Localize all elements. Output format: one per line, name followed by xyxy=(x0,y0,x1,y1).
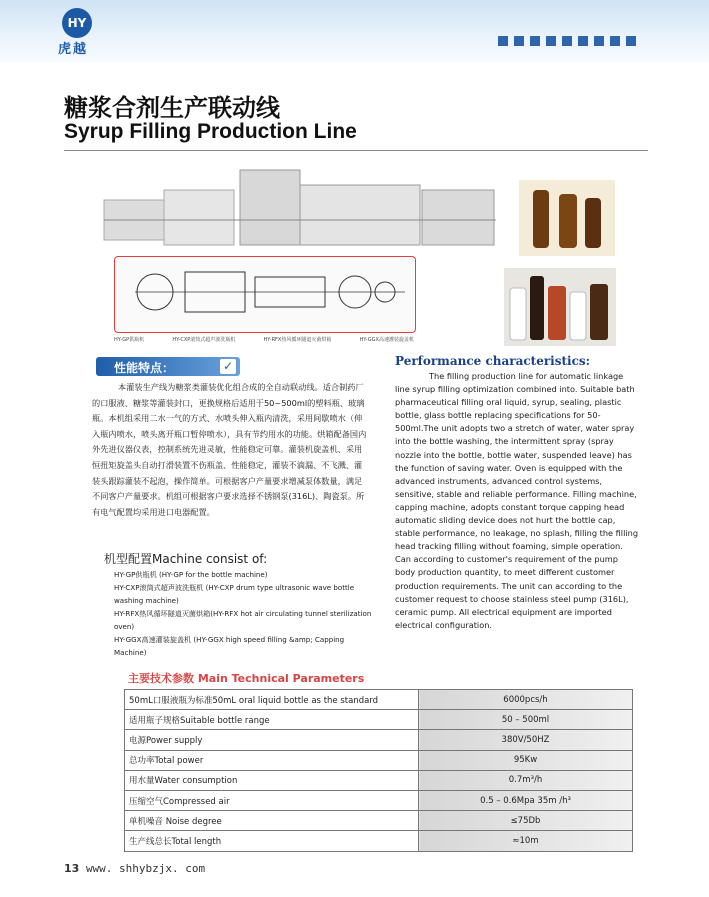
check-icon: ✓ xyxy=(220,359,236,374)
param-value: ≤75Db xyxy=(419,811,633,831)
decorative-square xyxy=(578,36,588,46)
param-value: 380V/50HZ xyxy=(419,730,633,750)
features-label: 性能特点： xyxy=(114,361,175,375)
machine-item: HY-RFX热风循环隧道灭菌烘箱(HY-RFX hot air circulating tunnel sterilization oven) xyxy=(114,609,372,631)
plastic-bottles-photo xyxy=(504,268,616,346)
diagram-label: HY-CXP滚筒式超声波洗瓶机 xyxy=(172,337,236,343)
logo-text: 虎越 xyxy=(58,42,89,57)
decorative-square xyxy=(626,36,636,46)
page-title-cn: 糖浆合剂生产联动线 xyxy=(64,94,280,122)
table-row xyxy=(125,750,633,770)
machine-item: HY-GP供瓶机 (HY-GP for the bottle machine) xyxy=(114,570,268,579)
decorative-square xyxy=(514,36,524,46)
performance-title: Performance characteristics: xyxy=(395,354,591,368)
decorative-square xyxy=(594,36,604,46)
param-key: 总功率Total power xyxy=(125,750,419,770)
param-key: 适用瓶子规格Suitable bottle range xyxy=(125,710,419,730)
param-value: 0.7m³/h xyxy=(419,770,633,790)
table-row xyxy=(125,690,633,710)
logo-icon xyxy=(62,8,92,38)
table-row xyxy=(125,790,633,810)
table-row xyxy=(125,831,633,851)
decorative-squares xyxy=(498,36,636,46)
decorative-square xyxy=(498,36,508,46)
param-key: 单机噪音 Noise degree xyxy=(125,811,419,831)
param-key: 电源Power supply xyxy=(125,730,419,750)
param-value: 95Kw xyxy=(419,750,633,770)
machine-item: HY-CXP滚筒式超声波洗瓶机 (HY-CXP drum type ultrasonic wave bottle washing machine) xyxy=(114,583,355,605)
machine-list xyxy=(104,568,374,659)
logo-initials: HY xyxy=(67,16,87,30)
table-row xyxy=(125,730,633,750)
table-row xyxy=(125,770,633,790)
param-key: 压缩空气Compressed air xyxy=(125,790,419,810)
page-title-en: Syrup Filling Production Line xyxy=(64,120,357,143)
param-key: 生产线总长Total length xyxy=(125,831,419,851)
decorative-square xyxy=(546,36,556,46)
decorative-square xyxy=(530,36,540,46)
page-footer xyxy=(64,862,205,875)
diagram-label: HY-RFX热风循环隧道灭菌烘箱 xyxy=(263,337,332,343)
decorative-square xyxy=(610,36,620,46)
diagram-label: HY-GP供瓶机 xyxy=(114,337,145,343)
param-value: 50 – 500ml xyxy=(419,710,633,730)
param-value: 0.5 – 0.6Mpa 35m /h³ xyxy=(419,790,633,810)
title-divider xyxy=(64,150,648,151)
machine-item: HY-GGX高速灌装旋盖机 (HY-GGX high speed filling &amp; Capping Machine) xyxy=(114,635,345,657)
param-key: 50mL口服液瓶为标准50mL oral liquid bottle as the standard xyxy=(125,690,419,710)
param-value: 6000pcs/h xyxy=(419,690,633,710)
machine-consist-title: 机型配置Machine consist of: xyxy=(104,552,268,566)
header-band xyxy=(0,0,709,62)
features-text-cn: 本灌装生产线为糖浆类灌装优化组合成的全自动联动线。适合制药厂的口服液、糖浆等灌装封口，更换规格后适用于50~500ml的塑料瓶、玻璃瓶。本机组采用二水一气的方式、水喷头伸入瓶内清洗，采用间歇喷水（伸入瓶内喷水，喷头离开瓶口暂停喷水），具有节约用水的功能。烘箱配备国内外先进仪器仪表，控制系统先进灵敏，性能稳定可靠。灌装机旋盖机、采用恒扭矩旋盖头自动打滑装置不伤瓶盖、性能稳定，灌装不滴漏、不飞溅、灌装头跟踪灌装不起泡，操作简单。可根据客户产量要求增减泵体数量，满足不同客户产量要求。机组可根据客户要求选择不锈钢泵(316L)、陶瓷泵。所有电气配置均采用进口电器配置。 xyxy=(92,382,367,517)
param-key: 用水量Water consumption xyxy=(125,770,419,790)
params-title: 主要技术参数 Main Technical Parameters xyxy=(128,672,365,685)
table-row xyxy=(125,710,633,730)
diagram-labels xyxy=(114,336,414,343)
param-value: ≈10m xyxy=(419,831,633,851)
performance-text: The filling production line for automatic linkage line syrup filling optimization combined into. Suitable bath pharmaceutical filling oral liquid, syrup, sealing, plastic bottle, glass bottle replacing specifications for 50-500ml.The unit adopts two a stretch of water, water spray into the bottle washing, the intermittent spray (spray nozzle into the bottle, bottle water, suspended leave) has the function of saving water. Oven is equipped with the advanced instruments, advanced control systems, sensitive, stable and reliable performance. Filling machine, capping machine, adopts constant torque capping head automatic sliding device does not hurt the bottle cap, stable performance, no leakage, no splash, filling the filling head tracking filling without foaming, simple operation. Can according to customer's requirement of the pump body production quantity, to meet different customer production requirements. The unit can according to the customer request to choose stainless steel pump (316L), ceramic pump. All electrical equipment are imported electrical configuration. xyxy=(395,371,639,630)
table-row xyxy=(125,811,633,831)
website-url[interactable]: www. shhybzjx. com xyxy=(85,862,206,875)
amber-bottles-photo xyxy=(519,180,615,256)
params-table xyxy=(124,689,633,852)
decorative-square xyxy=(562,36,572,46)
layout-diagram xyxy=(114,256,416,333)
production-line-image xyxy=(100,160,500,255)
diagram-label: HY-GGX高速灌装旋盖机 xyxy=(359,337,414,343)
page-number: 13 xyxy=(64,862,80,875)
